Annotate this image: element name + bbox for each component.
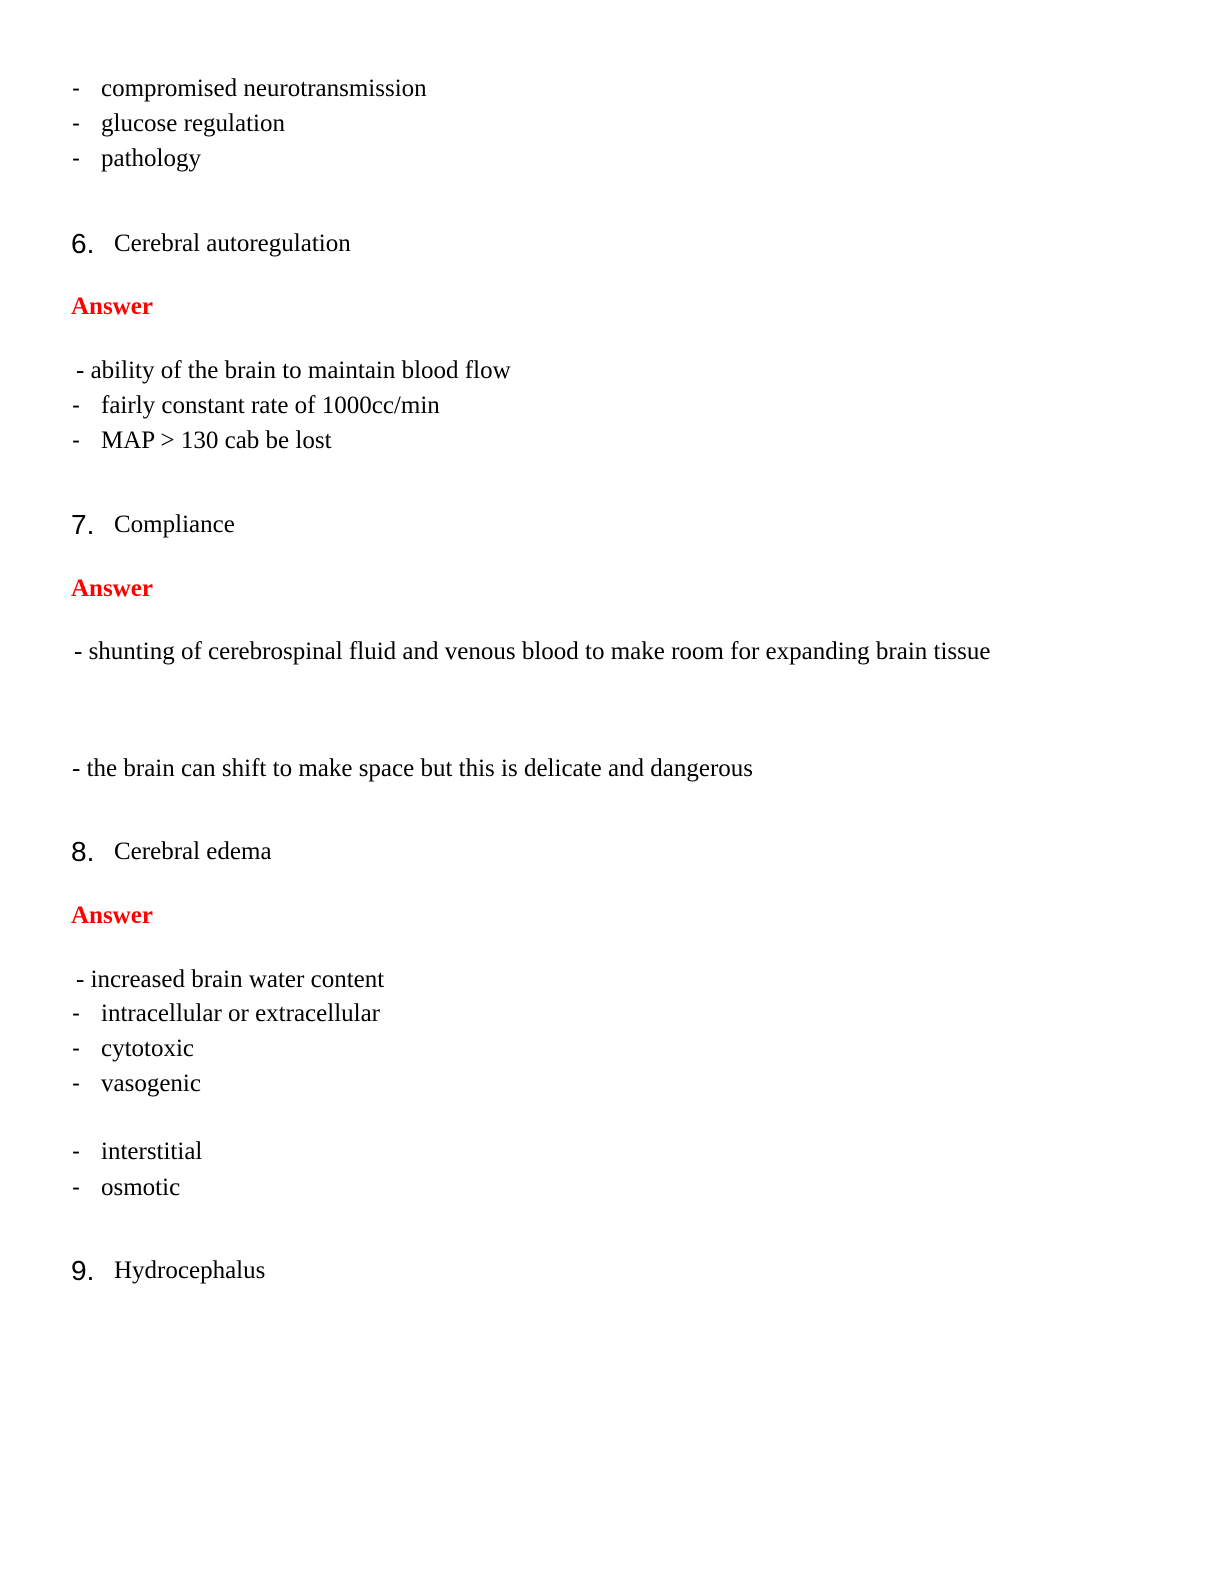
dash-marker: - [72,427,80,454]
list-item [0,1137,1224,1169]
list-item [0,391,1224,423]
question-9 [0,1255,1224,1287]
list-item-text: pathology [101,145,201,172]
question-number: 6. [71,228,95,259]
list-item-text: osmotic [101,1174,181,1201]
answer-lead: - ability of the brain to maintain blood flow [76,357,511,384]
question-number: 7. [71,509,95,540]
list-item-text: glucose regulation [101,110,285,137]
question-title: Hydrocephalus [114,1257,266,1284]
question-8 [0,836,1224,868]
dash-marker: - [72,1174,80,1201]
dash-marker: - [72,110,80,137]
dash-marker: - [72,1035,80,1062]
question-7 [0,509,1224,541]
answer-lead: - increased brain water content [76,966,385,993]
answer-label: Answer [71,293,153,320]
answer-lead: - shunting of cerebrospinal fluid and venous blood to make room for expanding brain tissue [74,638,991,665]
list-item-text: fairly constant rate of 1000cc/min [101,392,440,419]
dash-marker: - [72,392,80,419]
answer-lead-2: - the brain can shift to make space but this is delicate and dangerous [72,755,754,782]
question-title: Compliance [114,511,235,538]
list-item [0,74,1224,106]
list-item [0,426,1224,458]
question-number: 8. [71,836,95,867]
answer-label: Answer [71,902,153,929]
answer-label: Answer [71,575,153,602]
list-item-text: cytotoxic [101,1035,195,1062]
list-item-text: interstitial [101,1138,203,1165]
list-item-text: intracellular or extracellular [101,1000,381,1027]
dash-marker: - [72,1000,80,1027]
list-item-text: MAP > 130 cab be lost [101,427,332,454]
question-title: Cerebral autoregulation [114,230,351,257]
question-title: Cerebral edema [114,838,272,865]
list-item [0,144,1224,176]
list-item [0,999,1224,1031]
list-item [0,1173,1224,1205]
question-number: 9. [71,1255,95,1286]
dash-marker: - [72,145,80,172]
dash-marker: - [72,1070,80,1097]
question-6 [0,228,1224,260]
dash-marker: - [72,75,80,102]
dash-marker: - [72,1138,80,1165]
list-item [0,1034,1224,1066]
list-item [0,1069,1224,1101]
list-item-text: vasogenic [101,1070,201,1097]
list-item-text: compromised neurotransmission [101,75,427,102]
list-item [0,109,1224,141]
